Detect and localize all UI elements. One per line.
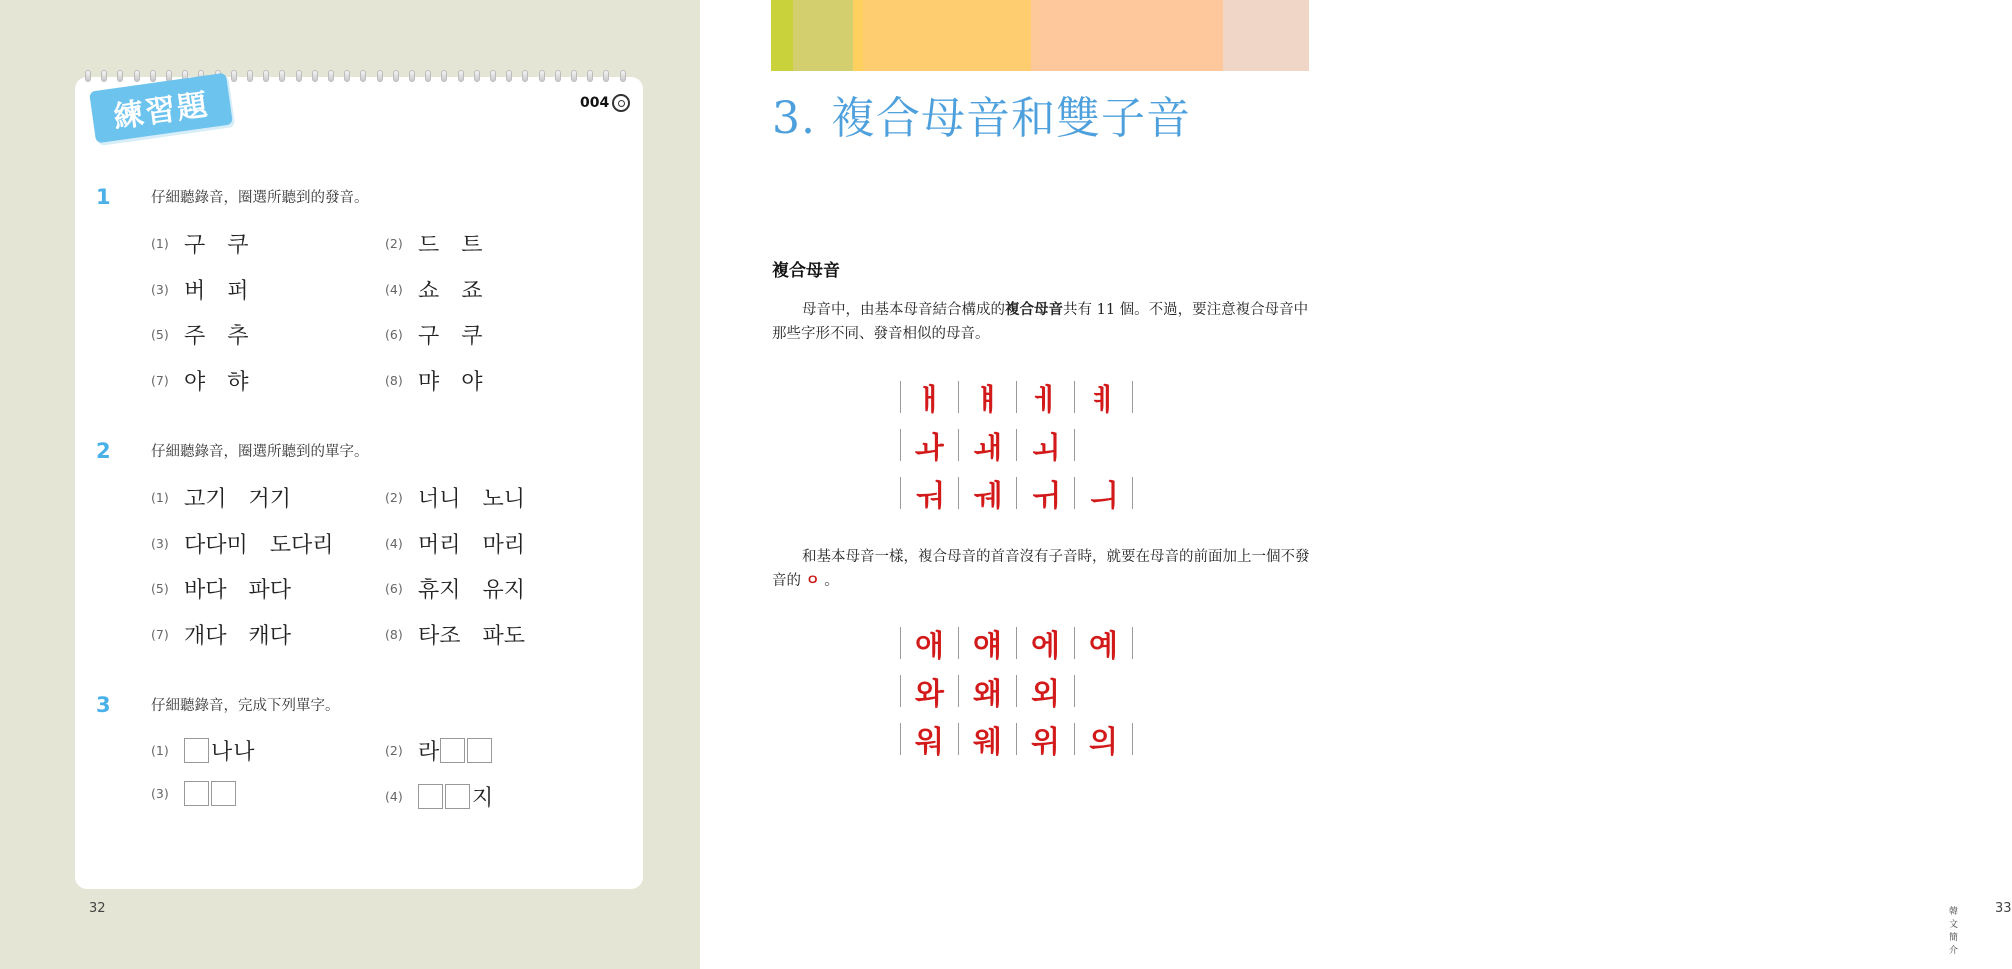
spiral-ring [263, 70, 269, 82]
hangul-cell: 왜 [958, 675, 1016, 707]
hangul-cell: 위 [1016, 723, 1074, 755]
q1-item-2 [385, 228, 483, 259]
q2-item-8 [385, 619, 525, 650]
spiral-ring [555, 70, 561, 82]
q1-item-8 [385, 365, 483, 396]
item-label: (4) [385, 789, 403, 804]
paragraph-bold-term: 複合母音 [1005, 301, 1063, 318]
paragraph-text: 和基本母音一樣，複合母音的首音沒有子音時，就要在母音的前面加上一個不發音的 [772, 549, 1310, 589]
item-label: (2) [385, 490, 403, 505]
q2-item-6 [385, 573, 525, 604]
paragraph-text: 。 [824, 573, 839, 589]
choice-b[interactable]: 야 [461, 369, 483, 395]
item-label: (6) [385, 581, 403, 596]
item-label: (8) [385, 626, 403, 642]
spiral-ring [587, 70, 593, 82]
item-label: (6) [385, 327, 403, 342]
compound-vowel-grid [900, 373, 1133, 517]
choice-a[interactable]: 구 [418, 324, 440, 349]
answer-box[interactable] [184, 738, 209, 763]
hangul-cell: ㅖ [1074, 381, 1132, 413]
question-3-number: 3 [96, 693, 111, 717]
spiral-ring [539, 70, 545, 82]
color-band-segment [1041, 0, 1223, 71]
item-label: (4) [385, 281, 403, 297]
hangul-cell: 얘 [958, 627, 1016, 659]
q3-item-4 [385, 781, 494, 812]
exercise-badge-label: 練習題 [111, 87, 212, 136]
chapter-title: 3. 複合母音和雙子音 [772, 93, 1191, 144]
choice-b[interactable]: 햐 [227, 369, 249, 395]
item-label: (1) [151, 490, 169, 505]
choice-a[interactable]: 타조 [418, 623, 461, 649]
color-band-segment [863, 0, 1031, 71]
choice-a[interactable]: 드 [418, 233, 440, 258]
running-head: 韓文簡介 [1949, 907, 1959, 956]
page-number-left: 32 [89, 901, 106, 916]
q1-item-6 [385, 319, 483, 350]
spiral-ring [344, 70, 350, 82]
q1-item-7 [151, 365, 249, 396]
choice-b[interactable]: 트 [461, 233, 483, 258]
audio-track[interactable] [580, 94, 630, 112]
spiral-ring [101, 70, 107, 82]
hangul-cell: 에 [1016, 627, 1074, 659]
word-suffix: 지 [472, 786, 495, 811]
choice-a[interactable]: 다다미 [184, 532, 248, 558]
spiral-ring [312, 70, 318, 82]
grid-divider [1132, 627, 1133, 659]
grid-divider [1074, 429, 1075, 461]
q1-item-4 [385, 274, 483, 305]
q3-item-1 [151, 735, 256, 766]
grid-divider [1132, 381, 1133, 413]
spiral-ring [360, 70, 366, 82]
q1-item-5 [151, 319, 249, 350]
item-label: (5) [151, 327, 169, 342]
question-1-instruction: 仔細聽錄音，圈選所聽到的發音。 [151, 190, 369, 206]
choice-a[interactable]: 너니 [418, 487, 461, 512]
choice-b[interactable]: 노니 [482, 487, 526, 512]
item-label: (8) [385, 372, 403, 388]
compound-syllable-grid [900, 619, 1133, 763]
answer-box[interactable] [440, 738, 465, 763]
q2-item-7 [151, 619, 291, 650]
spiral-ring [490, 70, 496, 82]
hangul-cell: 의 [1074, 723, 1132, 755]
grid-row [900, 373, 1133, 421]
spiral-ring [231, 70, 237, 82]
hangul-cell: ㅔ [1016, 381, 1074, 413]
paragraph-text: 母音中，由基本母音結合構成的 [802, 302, 1005, 318]
spiral-ring [134, 70, 140, 82]
choice-a[interactable]: 쇼 [418, 278, 440, 304]
answer-box[interactable] [467, 738, 492, 763]
spiral-ring [425, 70, 431, 82]
spiral-ring [279, 70, 285, 82]
choice-a[interactable]: 휴지 [418, 578, 461, 603]
choice-a[interactable]: 구 [184, 233, 206, 258]
question-2-number: 2 [96, 439, 111, 463]
choice-b[interactable]: 추 [227, 324, 249, 349]
q2-item-3 [151, 528, 334, 559]
choice-b[interactable]: 퍼 [227, 278, 249, 304]
hangul-cell: ㅚ [1016, 429, 1074, 461]
answer-box[interactable] [184, 781, 209, 806]
silent-consonant-glyph: ㅇ [805, 572, 820, 589]
item-label: (1) [151, 743, 169, 758]
q2-item-4 [385, 528, 525, 559]
color-band-segment [1031, 0, 1041, 71]
spiral-ring [603, 70, 609, 82]
left-page [0, 0, 700, 969]
choice-a[interactable]: 버 [184, 278, 206, 304]
choice-b[interactable]: 도다리 [269, 532, 334, 558]
spiral-ring [441, 70, 447, 82]
spiral-ring [506, 70, 512, 82]
question-2-instruction: 仔細聽錄音，圈選所聽到的單字。 [151, 444, 369, 460]
item-label: (7) [151, 626, 169, 642]
track-number: 004 [580, 95, 610, 111]
cd-icon [612, 94, 630, 112]
q3-item-2 [385, 735, 494, 766]
spiral-ring [409, 70, 415, 82]
hangul-cell: 예 [1074, 627, 1132, 659]
item-label: (3) [151, 281, 169, 297]
word-suffix: 나나 [211, 740, 256, 765]
hangul-cell: 와 [900, 675, 958, 707]
color-band-segment [853, 0, 863, 71]
spiral-ring [85, 70, 91, 82]
spiral-ring [458, 70, 464, 82]
hangul-cell: ㅟ [1016, 477, 1074, 509]
choice-b[interactable]: 거기 [248, 487, 292, 512]
choice-a[interactable]: 고기 [184, 487, 227, 512]
spiral-ring [247, 70, 253, 82]
item-label: (3) [151, 786, 169, 801]
q2-item-1 [151, 482, 291, 513]
color-band-segment [1223, 0, 1309, 71]
choice-b[interactable]: 캐다 [248, 623, 292, 649]
spiral-ring [296, 70, 302, 82]
choice-a[interactable]: 주 [184, 324, 206, 349]
hangul-cell: ㅒ [958, 381, 1016, 413]
header-color-band [771, 0, 1309, 71]
q2-item-2 [385, 482, 525, 513]
spiral-ring [150, 70, 156, 82]
hangul-cell: ㅞ [958, 477, 1016, 509]
hangul-cell: 워 [900, 723, 958, 755]
choice-a[interactable]: 먀 [418, 369, 440, 395]
choice-b[interactable]: 쿠 [227, 233, 249, 258]
choice-a[interactable]: 개다 [184, 623, 227, 649]
grid-divider [1074, 675, 1075, 707]
spiral-ring [522, 70, 528, 82]
item-label: (5) [151, 581, 169, 596]
choice-a[interactable]: 바다 [184, 578, 227, 603]
choice-b[interactable]: 쿠 [461, 324, 483, 349]
spiral-ring [620, 70, 626, 82]
page-number-right: 33 [1995, 901, 2012, 916]
silent-initial-paragraph [772, 545, 1312, 593]
item-label: (1) [151, 236, 169, 251]
hangul-cell: ㅝ [900, 477, 958, 509]
choice-a[interactable]: 야 [184, 369, 206, 395]
q3-item-3 [151, 781, 238, 806]
paragraph-text: 共有 11 個。不過，要注意複合母音中那些字形不同、發音相似的母音。 [772, 302, 1309, 342]
intro-paragraph [772, 298, 1312, 346]
grid-divider [1132, 723, 1133, 755]
answer-box[interactable] [211, 781, 236, 806]
hangul-cell: ㅙ [958, 429, 1016, 461]
item-label: (2) [385, 236, 403, 251]
color-band-segment [771, 0, 793, 71]
grid-row [900, 421, 1133, 469]
question-1-number: 1 [96, 185, 111, 209]
section-heading: 複合母音 [772, 261, 840, 281]
grid-row [900, 667, 1133, 715]
question-3-instruction: 仔細聽錄音，完成下列單字。 [151, 698, 340, 714]
spiral-ring [571, 70, 577, 82]
hangul-cell: ㅘ [900, 429, 958, 461]
item-label: (2) [385, 743, 403, 758]
color-band-segment [793, 0, 853, 71]
hangul-cell: 애 [900, 627, 958, 659]
item-label: (3) [151, 535, 169, 551]
choice-b[interactable]: 죠 [461, 278, 483, 304]
grid-row [900, 715, 1133, 763]
hangul-cell: 외 [1016, 675, 1074, 707]
spiral-ring [328, 70, 334, 82]
hangul-cell: ㅐ [900, 381, 958, 413]
spiral-ring [377, 70, 383, 82]
answer-box[interactable] [418, 784, 443, 809]
spiral-ring [474, 70, 480, 82]
hangul-cell: ㅢ [1074, 477, 1132, 509]
grid-divider [1132, 477, 1133, 509]
item-label: (4) [385, 535, 403, 551]
choice-b[interactable]: 파도 [482, 623, 526, 649]
choice-b[interactable]: 마리 [482, 532, 526, 558]
choice-b[interactable]: 유지 [482, 578, 526, 603]
spiral-ring [117, 70, 123, 82]
answer-box[interactable] [445, 784, 470, 809]
word-prefix: 라 [418, 740, 441, 765]
q2-item-5 [151, 573, 291, 604]
q1-item-1 [151, 228, 249, 259]
grid-row [900, 619, 1133, 667]
q1-item-3 [151, 274, 249, 305]
choice-a[interactable]: 머리 [418, 532, 461, 558]
item-label: (7) [151, 372, 169, 388]
spiral-ring [393, 70, 399, 82]
hangul-cell: 웨 [958, 723, 1016, 755]
grid-row [900, 469, 1133, 517]
choice-b[interactable]: 파다 [248, 578, 292, 603]
